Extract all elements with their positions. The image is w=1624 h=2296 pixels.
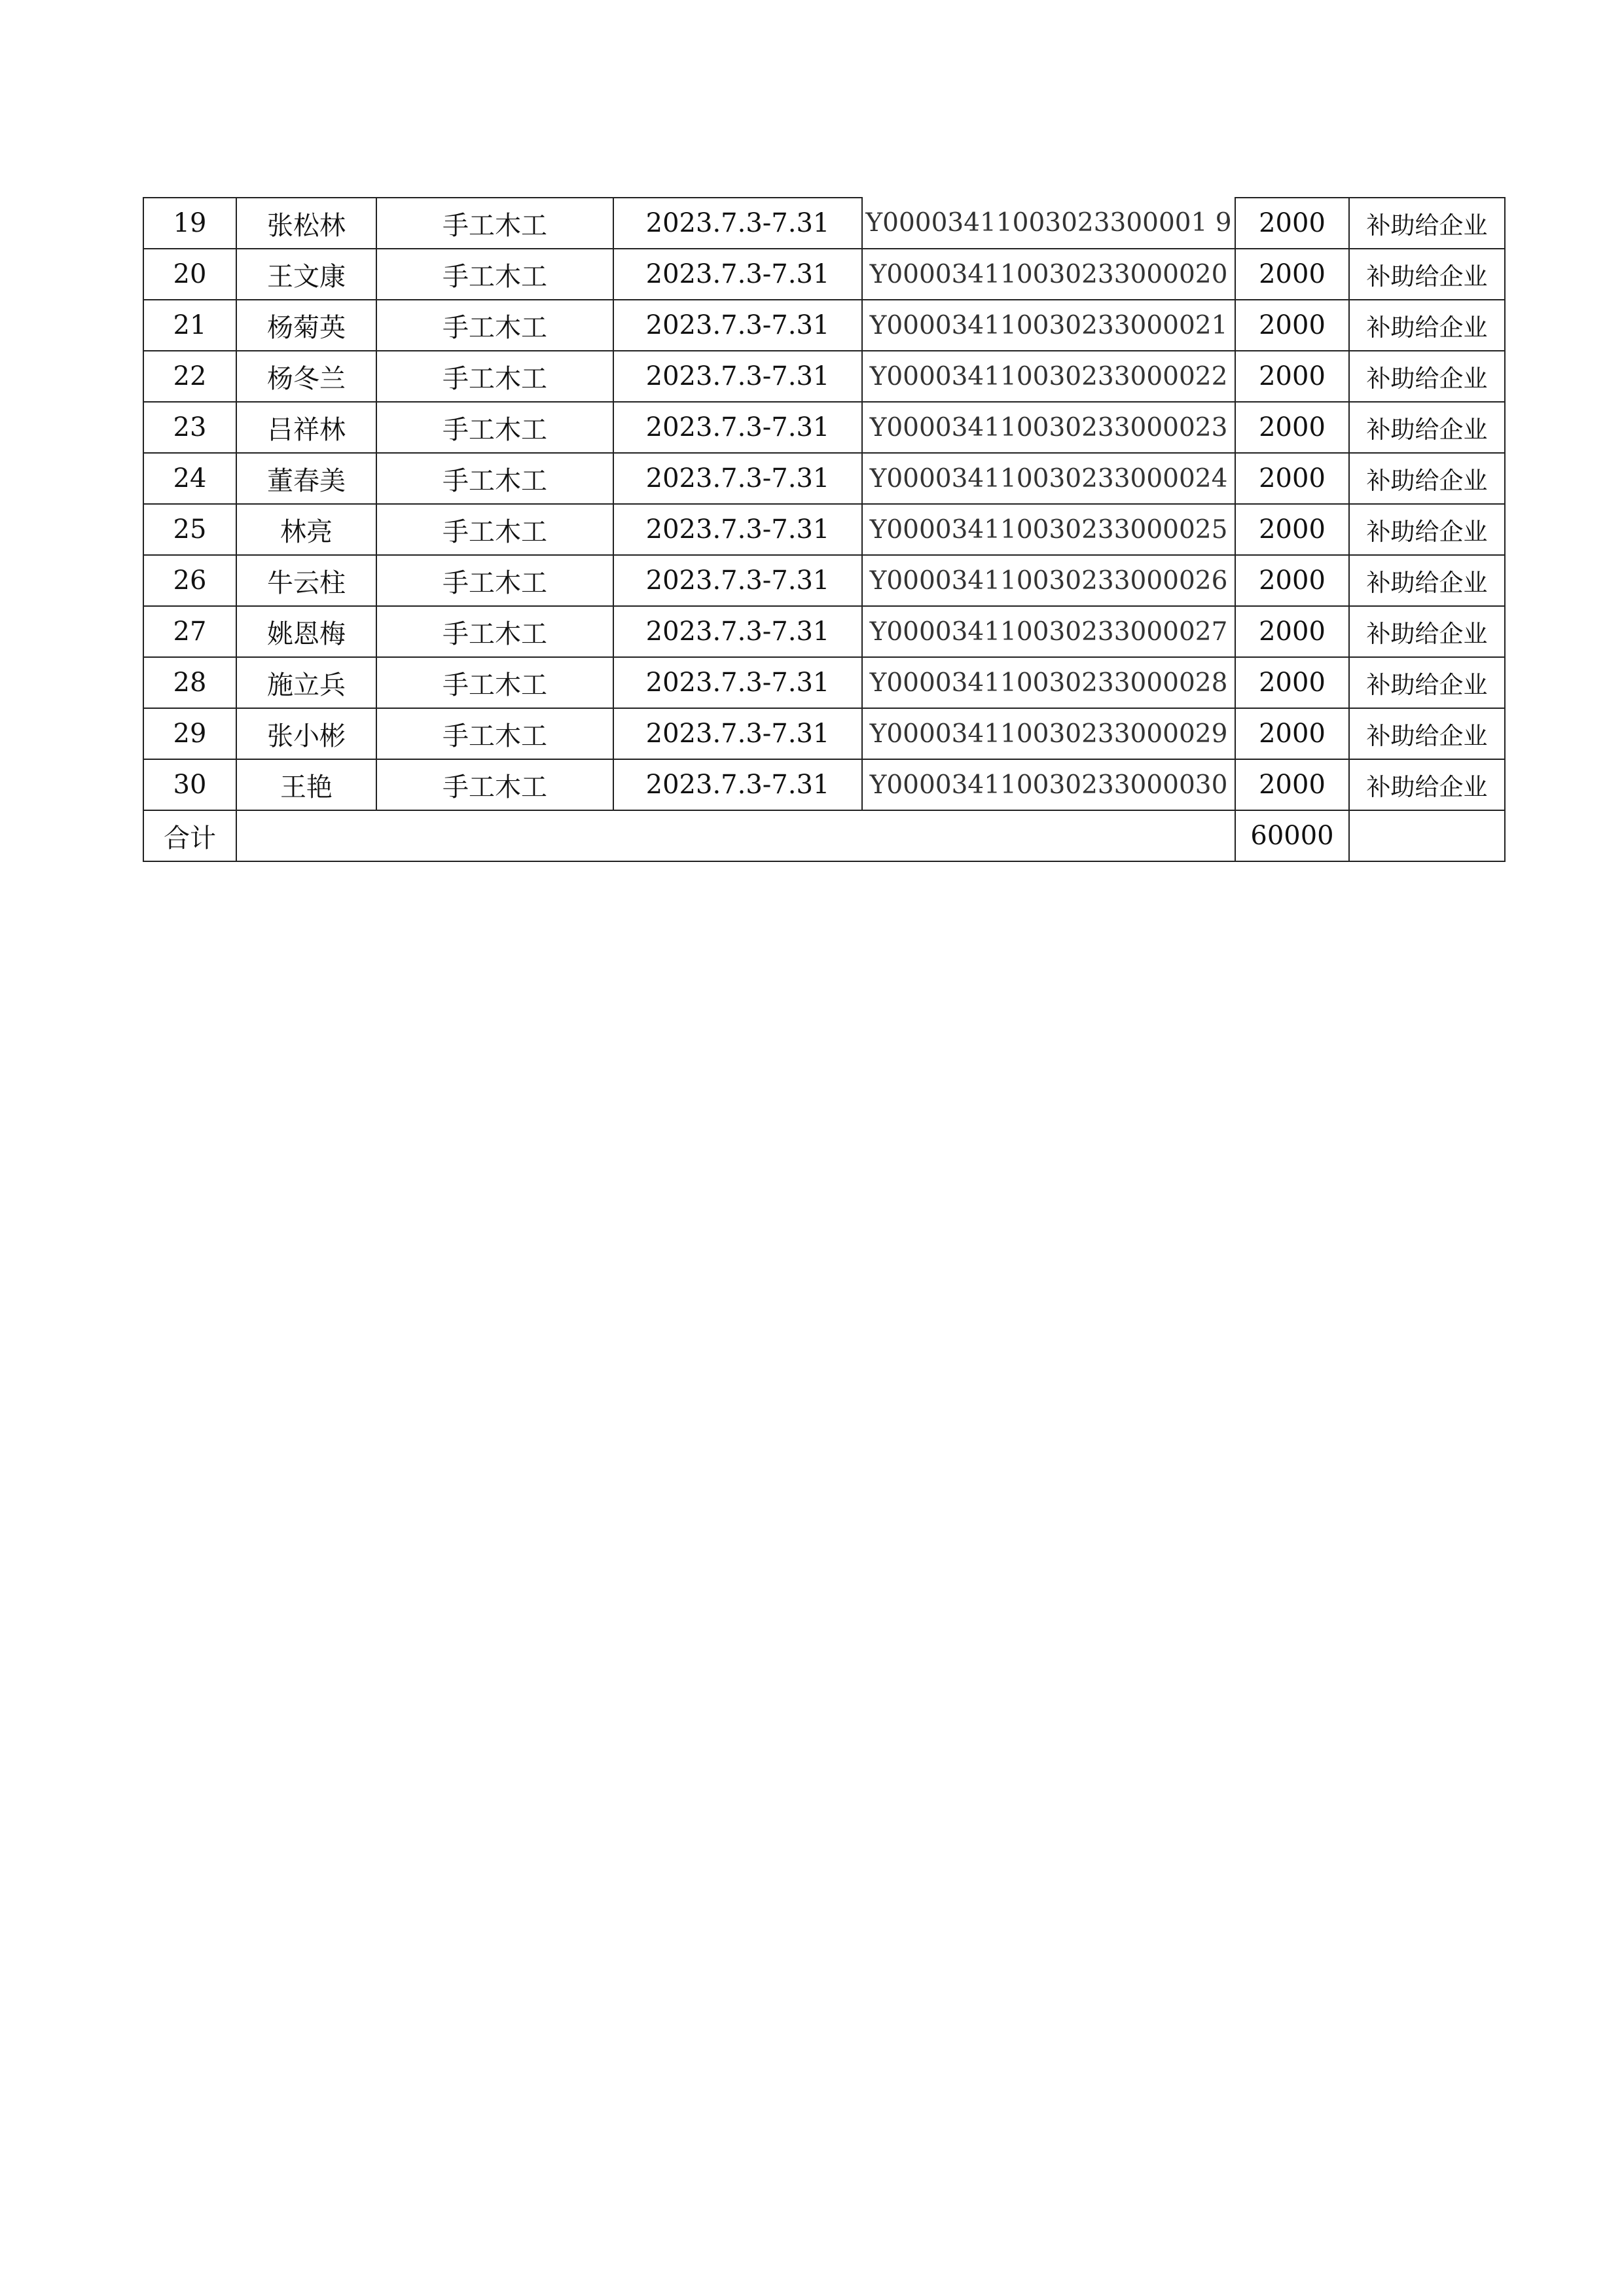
certificate-code: Y000034110030233000028 <box>862 657 1235 708</box>
table-row <box>143 708 1505 759</box>
total-label: 合计 <box>143 810 236 861</box>
subsidy-amount: 2000 <box>1235 198 1349 249</box>
remark: 补助给企业 <box>1349 555 1505 606</box>
subsidy-amount: 2000 <box>1235 606 1349 657</box>
person-name: 林亮 <box>236 504 376 555</box>
person-name: 杨菊英 <box>236 300 376 351</box>
training-period: 2023.7.3-7.31 <box>613 759 862 810</box>
person-name: 杨冬兰 <box>236 351 376 402</box>
person-name: 董春美 <box>236 453 376 504</box>
job-type: 手工木工 <box>376 453 613 504</box>
remark: 补助给企业 <box>1349 300 1505 351</box>
certificate-code: Y00003411003023300001 9 <box>862 198 1235 249</box>
remark: 补助给企业 <box>1349 606 1505 657</box>
job-type: 手工木工 <box>376 249 613 300</box>
table-row <box>143 249 1505 300</box>
row-number: 30 <box>143 759 236 810</box>
remark: 补助给企业 <box>1349 759 1505 810</box>
certificate-code: Y000034110030233000022 <box>862 351 1235 402</box>
subsidy-amount: 2000 <box>1235 555 1349 606</box>
person-name: 牛云柱 <box>236 555 376 606</box>
table-row <box>143 453 1505 504</box>
certificate-code: Y000034110030233000030 <box>862 759 1235 810</box>
person-name: 王艳 <box>236 759 376 810</box>
row-number: 23 <box>143 402 236 453</box>
certificate-code: Y000034110030233000026 <box>862 555 1235 606</box>
person-name: 吕祥林 <box>236 402 376 453</box>
total-note-cell <box>1349 810 1505 861</box>
row-number: 28 <box>143 657 236 708</box>
remark: 补助给企业 <box>1349 249 1505 300</box>
training-period: 2023.7.3-7.31 <box>613 300 862 351</box>
certificate-code: Y000034110030233000029 <box>862 708 1235 759</box>
subsidy-amount: 2000 <box>1235 453 1349 504</box>
training-period: 2023.7.3-7.31 <box>613 249 862 300</box>
row-number: 27 <box>143 606 236 657</box>
certificate-code: Y000034110030233000027 <box>862 606 1235 657</box>
total-amount: 60000 <box>1235 810 1349 861</box>
total-row <box>143 810 1505 861</box>
table-row <box>143 402 1505 453</box>
subsidy-amount: 2000 <box>1235 249 1349 300</box>
row-number: 26 <box>143 555 236 606</box>
total-empty-cell <box>236 810 1235 861</box>
job-type: 手工木工 <box>376 402 613 453</box>
certificate-code: Y000034110030233000020 <box>862 249 1235 300</box>
training-period: 2023.7.3-7.31 <box>613 657 862 708</box>
certificate-code: Y000034110030233000025 <box>862 504 1235 555</box>
row-number: 19 <box>143 198 236 249</box>
remark: 补助给企业 <box>1349 708 1505 759</box>
job-type: 手工木工 <box>376 606 613 657</box>
job-type: 手工木工 <box>376 657 613 708</box>
table-row <box>143 759 1505 810</box>
training-period: 2023.7.3-7.31 <box>613 453 862 504</box>
remark: 补助给企业 <box>1349 351 1505 402</box>
row-number: 21 <box>143 300 236 351</box>
subsidy-amount: 2000 <box>1235 402 1349 453</box>
job-type: 手工木工 <box>376 198 613 249</box>
subsidy-amount: 2000 <box>1235 708 1349 759</box>
row-number: 25 <box>143 504 236 555</box>
remark: 补助给企业 <box>1349 453 1505 504</box>
person-name: 王文康 <box>236 249 376 300</box>
row-number: 29 <box>143 708 236 759</box>
table-row <box>143 198 1505 249</box>
training-period: 2023.7.3-7.31 <box>613 402 862 453</box>
training-period: 2023.7.3-7.31 <box>613 555 862 606</box>
subsidy-amount: 2000 <box>1235 300 1349 351</box>
row-number: 20 <box>143 249 236 300</box>
person-name: 施立兵 <box>236 657 376 708</box>
training-period: 2023.7.3-7.31 <box>613 351 862 402</box>
table-row <box>143 504 1505 555</box>
job-type: 手工木工 <box>376 708 613 759</box>
job-type: 手工木工 <box>376 300 613 351</box>
training-period: 2023.7.3-7.31 <box>613 606 862 657</box>
row-number: 24 <box>143 453 236 504</box>
certificate-code: Y000034110030233000021 <box>862 300 1235 351</box>
certificate-code: Y000034110030233000023 <box>862 402 1235 453</box>
job-type: 手工木工 <box>376 351 613 402</box>
training-period: 2023.7.3-7.31 <box>613 708 862 759</box>
job-type: 手工木工 <box>376 555 613 606</box>
subsidy-table <box>143 197 1506 862</box>
table-row <box>143 657 1505 708</box>
table-row <box>143 606 1505 657</box>
table-row <box>143 300 1505 351</box>
remark: 补助给企业 <box>1349 504 1505 555</box>
remark: 补助给企业 <box>1349 198 1505 249</box>
job-type: 手工木工 <box>376 759 613 810</box>
job-type: 手工木工 <box>376 504 613 555</box>
training-period: 2023.7.3-7.31 <box>613 198 862 249</box>
person-name: 张小彬 <box>236 708 376 759</box>
subsidy-amount: 2000 <box>1235 351 1349 402</box>
subsidy-amount: 2000 <box>1235 657 1349 708</box>
subsidy-amount: 2000 <box>1235 504 1349 555</box>
table-row <box>143 351 1505 402</box>
person-name: 姚恩梅 <box>236 606 376 657</box>
training-period: 2023.7.3-7.31 <box>613 504 862 555</box>
subsidy-amount: 2000 <box>1235 759 1349 810</box>
row-number: 22 <box>143 351 236 402</box>
table-row <box>143 555 1505 606</box>
remark: 补助给企业 <box>1349 657 1505 708</box>
person-name: 张松林 <box>236 198 376 249</box>
certificate-code: Y000034110030233000024 <box>862 453 1235 504</box>
remark: 补助给企业 <box>1349 402 1505 453</box>
